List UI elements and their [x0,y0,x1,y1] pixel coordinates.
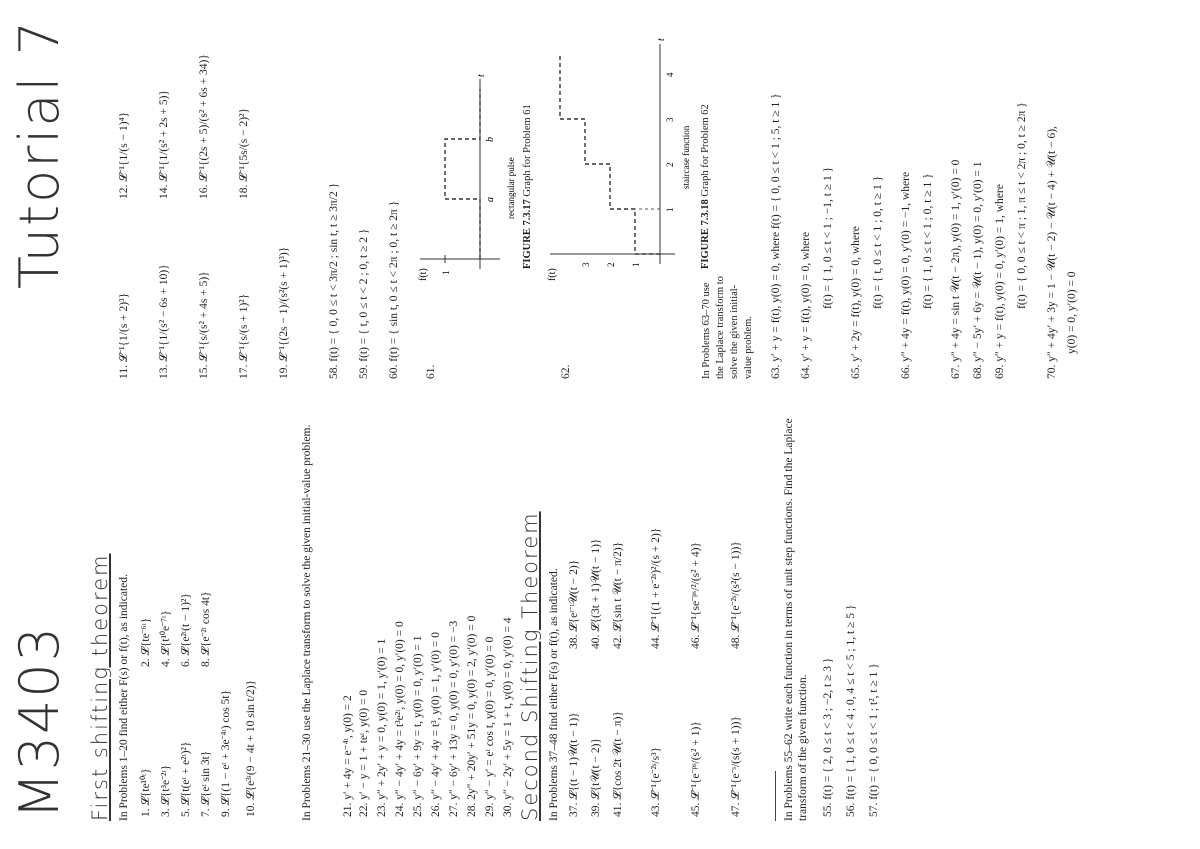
section-heading-first-shifting: First shifting theorem [88,553,112,821]
problem-30: 30. y″ − 2y′ + 5y = 1 + t, y(0) = 0, y′(0) = 4 [502,617,514,817]
fig62-ytick-3: 3 [581,262,591,267]
fig62-ylabel: f(t) [547,268,558,281]
fig62-xtick-3: 3 [665,117,675,122]
problem-17: 17. 𝓛⁻¹{s/(s + 1)²} [238,293,250,379]
problem-39: 39. 𝓛{t𝒰(t − 2)} [590,737,602,817]
problem-8: 8. 𝓛{e⁻²ᵗ cos 4t} [200,591,212,667]
fig61-tick-b: b [485,137,496,142]
fig61-ylabel: f(t) [418,268,429,281]
problem-11: 11. 𝓛⁻¹{1/(s + 2)³} [118,292,130,379]
problem-14: 14. 𝓛⁻¹{1/(s² + 2s + 5)} [158,90,170,199]
problem-1: 1. 𝓛{te¹⁰ᵗ} [140,768,152,817]
problem-68: 68. y″ − 5y′ + 6y = 𝒰(t − 1), y(0) = 0, y′(0) = 1 [972,161,984,379]
problem-12: 12. 𝓛⁻¹{1/(s − 1)⁴} [118,111,130,199]
fig62-ytick-1: 1 [631,262,641,267]
rectangular-pulse-graph [410,59,520,289]
problem-37: 37. 𝓛{(t − 1)𝒰(t − 1)} [568,712,580,817]
section2-intro: In Problems 37–48 find either F(s) or f(t), as indicated. [548,568,560,821]
problem-44: 44. 𝓛⁻¹{(1 + e⁻²ˢ)²/(s + 2)} [650,527,662,649]
problem-57: 57. f(t) = { 0, 0 ≤ t < 1 ; t², t ≥ 1 } [868,663,880,817]
problem-40: 40. 𝓛{(3t + 1)𝒰(t − 1)} [590,538,602,649]
problem-41: 41. 𝓛{cos 2t 𝒰(t − π)} [612,711,624,817]
figure-61-caption [522,104,533,269]
problem-27: 27. y″ − 6y′ + 13y = 0, y(0) = 0, y′(0) = −3 [448,620,460,817]
course-code-title: M3403 [8,624,71,819]
problem-58: 58. f(t) = { 0, 0 ≤ t < 3π/2 ; sin t, t ≥ 3π/2 } [328,182,340,379]
problem-13: 13. 𝓛⁻¹{1/(s² − 6s + 10)} [158,264,170,379]
problem-26: 26. y″ − 4y′ + 4y = t³, y(0) = 1, y′(0) = 0 [430,632,442,817]
problem-65: 65. y′ + 2y = f(t), y(0) = 0, where [850,226,862,379]
problem-9: 9. 𝓛{(1 − eᵗ + 3e⁻⁴ᵗ) cos 5t} [220,689,232,817]
problem-10: 10. 𝓛{e³ᵗ(9 − 4t + 10 sin t/2)} [245,679,257,817]
problem-23: 23. y″ + 2y′ + y = 0, y(0) = 1, y′(0) = 1 [376,638,388,817]
fig62-xtick-4: 4 [665,72,675,77]
figure-61-number: FIGURE 7.3.17 [522,199,533,269]
problem-19: 19. 𝓛⁻¹{(2s − 1)/(s²(s + 1)³)} [278,246,290,379]
problem-64-function: f(t) = { 1, 0 ≤ t < 1 ; −1, t ≥ 1 } [822,166,834,309]
problem-60: 60. f(t) = { sin t, 0 ≤ t < 2π ; 0, t ≥ 2π } [388,200,400,379]
problem-66-function: f(t) = { 1, 0 ≤ t < 1 ; 0, t ≥ 1 } [922,173,934,309]
fig61-tick-1: 1 [441,270,451,275]
fig62-xlabel: t [656,38,667,41]
problem-18: 18. 𝓛⁻¹{5s/(s − 2)²} [238,108,250,199]
problem-59: 59. f(t) = { t, 0 ≤ t < 2 ; 0, t ≥ 2 } [358,228,370,379]
problem-6: 6. 𝓛{e²ᵗ(t − 1)²} [180,593,192,667]
problem-7: 7. 𝓛{eᵗ sin 3t} [200,750,212,817]
problem-43: 43. 𝓛⁻¹{e⁻²ˢ/s³} [650,746,662,817]
problem-28: 28. 2y″ + 20y′ + 51y = 0, y(0) = 2, y′(0) = 0 [466,615,478,817]
problem-62: 62. [560,364,572,379]
problem-29: 29. y″ − y′ = eᵗ cos t, y(0) = 0, y′(0) = 0 [484,636,496,817]
divider [775,771,776,821]
fig61-xlabel: t [476,74,487,77]
problem-16: 16. 𝓛⁻¹{(2s + 5)/(s² + 6s + 34)} [198,54,210,199]
problem-48: 48. 𝓛⁻¹{e⁻²ˢ/(s²(s − 1))} [730,541,742,649]
problem-25: 25. y″ − 6y′ + 9y = t, y(0) = 0, y′(0) = 1 [412,635,424,817]
fig62-ytick-2: 2 [606,262,616,267]
section-intro: In Problems 1–20 find either F(s) or f(t), as indicated. [118,574,130,821]
problem-46: 46. 𝓛⁻¹{se⁻ᵖˢ/²/(s² + 4)} [690,542,702,649]
problem-56: 56. f(t) = { 1, 0 ≤ t < 4 ; 0, 4 ≤ t < 5 ; 1, t ≥ 5 } [845,604,857,817]
fig62-xtick-2: 2 [665,162,675,167]
problem-24: 24. y″ − 4y′ + 4y = t³e²ᵗ, y(0) = 0, y′(0) = 0 [394,621,406,817]
problem-47: 47. 𝓛⁻¹{e⁻ˢ/(s(s + 1))} [730,716,742,817]
problem-42: 42. 𝓛{sin t 𝒰(t − π/2)} [612,541,624,649]
problem-63: 63. y′ + y = f(t), y(0) = 0, where f(t) = { 0, 0 ≤ t < 1 ; 5, t ≥ 1 } [770,93,782,379]
problem-38: 38. 𝓛{eᵗ⁻ᵗ𝒰(t − 2)} [568,559,580,649]
problem-2: 2. 𝓛{te⁻⁶ᵗ} [140,617,152,667]
tutorial-title: Tutorial 7 [8,18,71,289]
fig62-subtitle: staircase function [681,125,691,189]
fig61-subtitle: rectangular pulse [506,157,516,219]
problem-69: 69. y″ + y = f(t), y(0) = 0, y′(0) = 1, where [994,184,1006,379]
figure-62-text: Graph for Problem 62 [700,104,711,197]
problem-69-function: f(t) = { 0, 0 ≤ t < π ; 1, π ≤ t < 2π ; 0, t ≥ 2π } [1016,102,1028,309]
problem-15: 15. 𝓛⁻¹{s/(s² + 4s + 5)} [198,271,210,379]
staircase-function-graph [545,29,695,289]
problem-64: 64. y′ + y = f(t), y(0) = 0, where [800,231,812,379]
ivp2-intro: In Problems 63–70 use the Laplace transform to solve the given initial-value problem. [701,276,754,379]
figure-62-caption [700,104,711,269]
problem-45: 45. 𝓛⁻¹{e⁻ᵖˢ/(s² + 1)} [690,721,702,817]
ivp-intro: In Problems 21–30 use the Laplace transform to solve the given initial-value problem. [301,424,313,821]
figure-62-number: FIGURE 7.3.18 [700,199,711,269]
problem-21: 21. y′ + 4y = e⁻⁴ᵗ, y(0) = 2 [342,695,354,817]
problem-67: 67. y″ + 4y = sin t 𝒰(t − 2π), y(0) = 1, y′(0) = 0 [950,159,962,379]
problem-70-conditions: y(0) = 0, y′(0) = 0 [1066,271,1078,354]
figure-61-text: Graph for Problem 61 [522,104,533,197]
unit-step-intro: In Problems 55–62 write each function in terms of unit step functions. Find the Laplace transform of the given function. [783,418,809,821]
fig62-xtick-1: 1 [665,207,675,212]
problem-3: 3. 𝓛{t³e⁻²ᵗ} [160,764,172,817]
problem-70: 70. y″ + 4y′ + 3y = 1 − 𝒰(t − 2) − 𝒰(t − 4) + 𝒰(t − 6), [1046,126,1058,379]
problem-65-function: f(t) = { t, 0 ≤ t < 1 ; 0, t ≥ 1 } [872,175,884,309]
section-heading-second-shifting: Second Shifting Theorem [518,511,542,821]
fig61-tick-a: a [485,197,496,202]
problem-5: 5. 𝓛{t(eᵗ + e²ᵗ)²} [180,741,192,817]
problem-61: 61. [425,364,437,379]
problem-55: 55. f(t) = { 2, 0 ≤ t < 3 ; −2, t ≥ 3 } [822,657,834,817]
problem-4: 4. 𝓛{t¹⁰e⁻⁷ᵗ} [160,610,172,667]
problem-66: 66. y″ + 4y = f(t), y(0) = 0, y′(0) = −1, where [900,171,912,379]
problem-22: 22. y′ − y = 1 + teᵗ, y(0) = 0 [358,689,370,817]
